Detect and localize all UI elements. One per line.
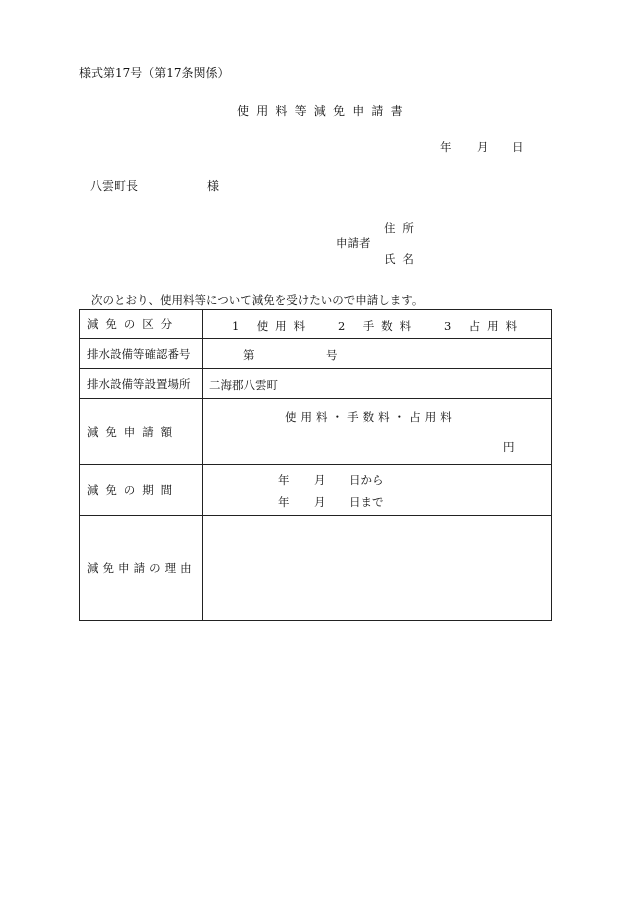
confirmation-number-label: 排水設備等確認番号 bbox=[87, 346, 191, 361]
date-month-label: 月 bbox=[477, 140, 489, 154]
table-row bbox=[80, 465, 552, 516]
option-handling-fee[interactable]: 2 手数料 bbox=[338, 319, 418, 333]
label-cell bbox=[80, 339, 203, 369]
applicant-label: 申請者 bbox=[336, 236, 371, 250]
option-occupancy-fee[interactable]: 3 占用料 bbox=[444, 319, 524, 333]
option-usage-fee[interactable]: 1 使用料 bbox=[232, 319, 312, 333]
reduction-reason-field[interactable] bbox=[203, 516, 552, 621]
reduction-amount-unit: 円 bbox=[503, 440, 515, 454]
reduction-category-label: 減免の区分 bbox=[87, 317, 179, 331]
date-day-label: 日 bbox=[512, 140, 524, 154]
date-year-label: 年 bbox=[440, 140, 452, 154]
period-from-year: 年 bbox=[278, 473, 290, 487]
label-cell bbox=[80, 399, 203, 465]
document-title: 使用料等減免申請書 bbox=[237, 104, 410, 118]
period-from-month: 月 bbox=[314, 473, 326, 487]
confirmation-number-suffix: 号 bbox=[326, 348, 338, 362]
addressee-honorific: 様 bbox=[207, 179, 220, 193]
period-to-year: 年 bbox=[278, 495, 290, 509]
reduction-reason-label: 減免申請の理由 bbox=[87, 561, 196, 575]
reduction-amount-label: 減免申請額 bbox=[87, 424, 179, 439]
application-table bbox=[79, 309, 552, 621]
period-to-month: 月 bbox=[314, 495, 326, 509]
confirmation-number-field[interactable] bbox=[203, 339, 552, 369]
reduction-category-options bbox=[203, 310, 552, 339]
installation-location-value: 二海郡八雲町 bbox=[209, 378, 278, 392]
intro-text: 次のとおり、使用料等について減免を受けたいので申請します。 bbox=[91, 293, 424, 307]
form-number: 様式第17号（第17条関係） bbox=[79, 66, 230, 80]
addressee-name: 八雲町長 bbox=[90, 179, 139, 193]
installation-location-field[interactable] bbox=[203, 369, 552, 399]
period-to-day: 日まで bbox=[349, 495, 384, 509]
label-cell bbox=[80, 516, 203, 621]
applicant-name-label: 氏名 bbox=[384, 252, 421, 266]
label-cell bbox=[80, 465, 203, 516]
reduction-amount-fee-types: 使用料・手数料・占用料 bbox=[285, 410, 456, 424]
table-row bbox=[80, 339, 552, 369]
table-row bbox=[80, 310, 552, 339]
label-cell bbox=[80, 310, 203, 339]
confirmation-number-prefix: 第 bbox=[243, 348, 255, 362]
reduction-period-field[interactable] bbox=[203, 465, 552, 516]
table-row bbox=[80, 369, 552, 399]
period-from-day: 日から bbox=[349, 473, 384, 487]
installation-location-label: 排水設備等設置場所 bbox=[87, 376, 191, 391]
table-row bbox=[80, 399, 552, 465]
applicant-address-label: 住所 bbox=[384, 221, 421, 235]
label-cell bbox=[80, 369, 203, 399]
reduction-amount-field[interactable] bbox=[203, 399, 552, 465]
reduction-period-label: 減免の期間 bbox=[87, 483, 179, 497]
table-row bbox=[80, 516, 552, 621]
